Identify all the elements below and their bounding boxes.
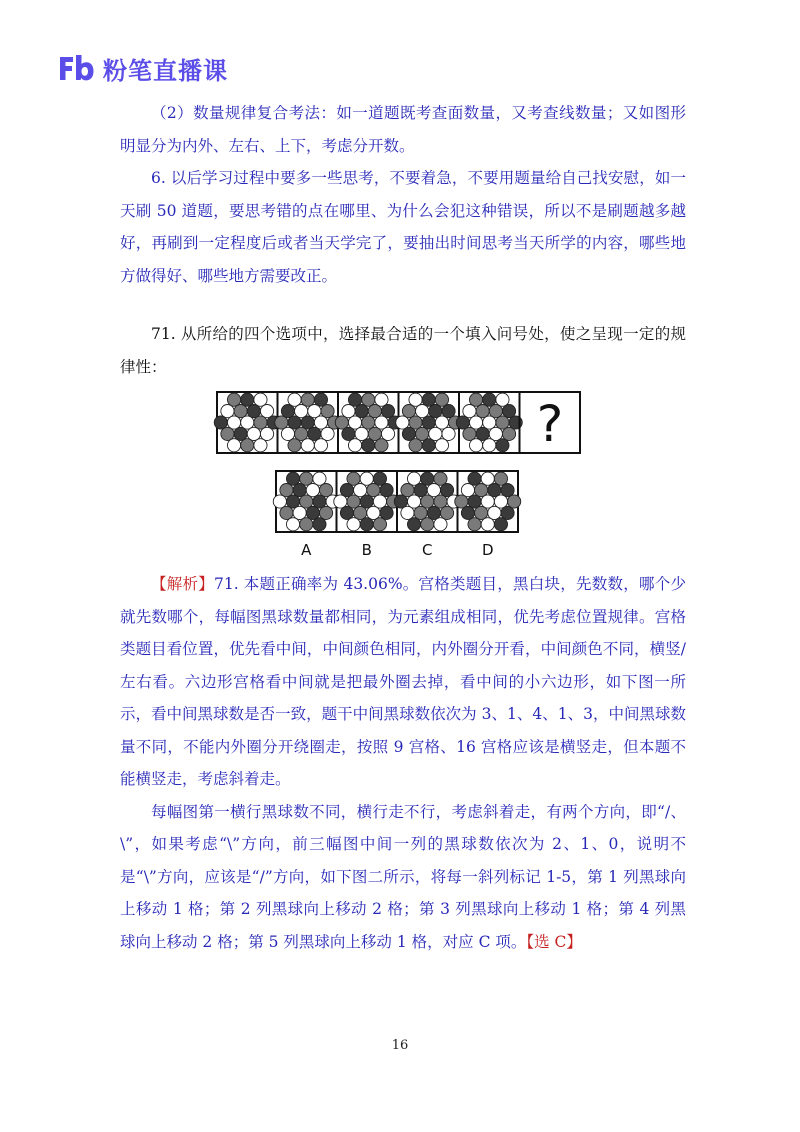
grid-ball: [481, 495, 494, 508]
grid-ball: [360, 495, 373, 508]
grid-ball: [314, 416, 327, 429]
grid-ball: [335, 416, 348, 429]
grid-ball: [396, 416, 409, 429]
grid-ball: [254, 393, 267, 406]
grid-ball: [367, 506, 380, 519]
grid-ball: [461, 506, 474, 519]
grid-ball: [375, 416, 388, 429]
grid-ball: [227, 416, 240, 429]
grid-ball: [281, 427, 294, 440]
grid-ball: [234, 427, 247, 440]
grid-ball: [300, 472, 313, 485]
stem-figure-4: [396, 393, 462, 452]
grid-ball: [381, 405, 394, 418]
grid-ball: [469, 393, 482, 406]
grid-ball: [407, 472, 420, 485]
grid-ball: [502, 405, 515, 418]
grid-ball: [313, 472, 326, 485]
grid-ball: [475, 484, 488, 497]
grid-ball: [227, 393, 240, 406]
grid-ball: [280, 484, 293, 497]
grid-ball: [381, 427, 394, 440]
grid-ball: [496, 393, 509, 406]
grid-ball: [301, 416, 314, 429]
grid-ball: [281, 405, 294, 418]
grid-ball: [247, 405, 260, 418]
grid-ball: [489, 427, 502, 440]
grid-ball: [319, 506, 332, 519]
grid-ball: [234, 405, 247, 418]
grid-ball: [293, 484, 306, 497]
option-figure-B: [334, 472, 400, 531]
grid-ball: [483, 439, 496, 452]
grid-ball: [308, 405, 321, 418]
grid-ball: [260, 427, 273, 440]
grid-ball: [407, 518, 420, 531]
grid-ball: [348, 393, 361, 406]
grid-ball: [421, 518, 434, 531]
grid-ball: [348, 416, 361, 429]
options-row: [273, 471, 521, 532]
grid-ball: [308, 427, 321, 440]
grid-ball: [362, 393, 375, 406]
grid-ball: [340, 484, 353, 497]
grid-ball: [508, 495, 521, 508]
grid-ball: [481, 472, 494, 485]
grid-ball: [475, 506, 488, 519]
grid-ball: [461, 484, 474, 497]
grid-ball: [494, 472, 507, 485]
grid-ball: [440, 484, 453, 497]
grid-ball: [488, 506, 501, 519]
option-labels: [301, 541, 493, 559]
option-label-A: A: [301, 541, 312, 559]
grid-ball: [355, 405, 368, 418]
grid-ball: [488, 484, 501, 497]
grid-ball: [360, 518, 373, 531]
grid-ball: [273, 495, 286, 508]
grid-ball: [401, 484, 414, 497]
grid-ball: [367, 484, 380, 497]
stem-row: [214, 392, 580, 453]
analysis-paragraph-1: [120, 568, 686, 796]
grid-ball: [468, 495, 481, 508]
grid-ball: [440, 506, 453, 519]
question-text: 71. 从所给的四个选项中，选择最合适的一个填入问号处，使之呈现一定的规律性：: [120, 325, 686, 376]
grid-ball: [286, 472, 299, 485]
brand-name: 粉笔直播课: [103, 56, 228, 85]
grid-ball: [483, 416, 496, 429]
grid-ball: [407, 495, 420, 508]
grid-ball: [280, 506, 293, 519]
grid-ball: [221, 427, 234, 440]
grid-ball: [429, 405, 442, 418]
grid-ball: [469, 416, 482, 429]
grid-ball: [422, 393, 435, 406]
grid-ball: [288, 393, 301, 406]
analysis-text-1: 71. 本题正确率为 43.06%。宫格类题目，黑白块，先数数，哪个少就先数哪个，每幅图黑球数量都相同，为元素组成相同，优先考虑位置规律。宫格类题目看位置，优先看中间，中间颜色相同，内外圈分开看，中间颜色不同，横竖/左右看。六边形宫格看中间就是把最外圈去掉，看中间的小六边形，如下图一所示，看中间黑球数是否一致，题干中间黑球数依次为 3、1、4、1、3，中间黑球数量不同，不能内外圈分开绕圈走，按照 9 宫格、16 宫格应该是横竖走，但本题不能横竖走，考虑斜着走。: [120, 575, 686, 788]
grid-ball: [435, 416, 448, 429]
analysis-paragraph-2: [120, 796, 686, 959]
grid-ball: [313, 518, 326, 531]
grid-ball: [435, 439, 448, 452]
grid-ball: [314, 439, 327, 452]
grid-ball: [342, 405, 355, 418]
grid-ball: [340, 506, 353, 519]
grid-ball: [455, 495, 468, 508]
grid-ball: [401, 506, 414, 519]
grid-ball: [402, 405, 415, 418]
grid-ball: [313, 495, 326, 508]
grid-ball: [347, 518, 360, 531]
question-mark: ?: [536, 395, 564, 453]
grid-ball: [416, 405, 429, 418]
grid-ball: [494, 495, 507, 508]
grid-ball: [375, 393, 388, 406]
grid-ball: [214, 416, 227, 429]
grid-ball: [468, 518, 481, 531]
grid-ball: [416, 427, 429, 440]
grid-ball: [241, 393, 254, 406]
page-number: 16: [391, 1038, 409, 1053]
grid-ball: [247, 427, 260, 440]
grid-ball: [414, 506, 427, 519]
grid-ball: [288, 439, 301, 452]
grid-ball: [481, 518, 494, 531]
analysis-label: 【解析】: [151, 575, 214, 593]
grid-ball: [434, 495, 447, 508]
grid-ball: [429, 427, 442, 440]
grid-ball: [501, 506, 514, 519]
grid-ball: [422, 416, 435, 429]
grid-ball: [347, 472, 360, 485]
grid-ball: [494, 518, 507, 531]
grid-ball: [483, 393, 496, 406]
option-label-B: B: [361, 541, 372, 559]
option-figure-D: [455, 472, 521, 531]
grid-ball: [463, 427, 476, 440]
grid-ball: [254, 416, 267, 429]
grid-ball: [422, 439, 435, 452]
grid-ball: [442, 427, 455, 440]
grid-ball: [295, 427, 308, 440]
grid-ball: [394, 495, 407, 508]
stem-figure-3: [335, 393, 401, 452]
grid-ball: [476, 405, 489, 418]
grid-ball: [434, 518, 447, 531]
grid-ball: [496, 416, 509, 429]
grid-ball: [501, 484, 514, 497]
grid-ball: [306, 484, 319, 497]
grid-ball: [301, 393, 314, 406]
grid-ball: [427, 506, 440, 519]
grid-ball: [254, 439, 267, 452]
grid-ball: [300, 518, 313, 531]
grid-ball: [368, 405, 381, 418]
grid-ball: [380, 484, 393, 497]
grid-ball: [342, 427, 355, 440]
grid-ball: [241, 416, 254, 429]
note-paragraph-2: 6. 以后学习过程中要多一些思考，不要着急，不要用题量给自己找安慰，如一天刷 50 道题，要思考错的点在哪里、为什么会犯这种错误，所以不是刷题越多越好，再刷到一定程度后或者当天学完了，要抽出时间思考当天所学的内容，哪些地方做得好、哪些地方需要改正。: [120, 169, 686, 285]
grid-ball: [409, 416, 422, 429]
stem-figure-2: [275, 393, 341, 452]
option-figure-C: [394, 472, 460, 531]
grid-ball: [321, 405, 334, 418]
grid-ball: [373, 495, 386, 508]
grid-ball: [434, 472, 447, 485]
grid-ball: [421, 472, 434, 485]
grid-ball: [301, 439, 314, 452]
grid-ball: [409, 439, 422, 452]
grid-ball: [286, 495, 299, 508]
grid-ball: [260, 405, 273, 418]
grid-ball: [463, 405, 476, 418]
grid-ball: [362, 439, 375, 452]
grid-ball: [427, 484, 440, 497]
grid-ball: [288, 416, 301, 429]
grid-ball: [354, 506, 367, 519]
grid-ball: [409, 393, 422, 406]
grid-ball: [362, 416, 375, 429]
grid-ball: [334, 495, 347, 508]
grid-ball: [306, 506, 319, 519]
option-label-C: C: [422, 541, 433, 559]
grid-ball: [380, 506, 393, 519]
grid-ball: [468, 472, 481, 485]
grid-ball: [373, 472, 386, 485]
stem-figure-5: [456, 393, 522, 452]
grid-ball: [456, 416, 469, 429]
analysis: [120, 568, 686, 958]
option-figure-A: [273, 472, 339, 531]
grid-ball: [295, 405, 308, 418]
grid-ball: [319, 484, 332, 497]
grid-ball: [355, 427, 368, 440]
grid-ball: [314, 393, 327, 406]
grid-ball: [402, 427, 415, 440]
grid-ball: [368, 427, 381, 440]
grid-ball: [360, 472, 373, 485]
grid-ball: [442, 405, 455, 418]
option-label-D: D: [481, 541, 494, 559]
grid-ball: [354, 484, 367, 497]
grid-ball: [476, 427, 489, 440]
grid-ball: [375, 439, 388, 452]
grid-ball: [227, 439, 240, 452]
grid-ball: [293, 506, 306, 519]
note-paragraph-1: （2）数量规律复合考法：如一道题既考查面数量，又考查线数量；又如图形明显分为内外、左右、上下，考虑分开数。: [120, 104, 686, 155]
grid-ball: [221, 405, 234, 418]
grid-ball: [489, 405, 502, 418]
grid-ball: [321, 427, 334, 440]
grid-ball: [373, 518, 386, 531]
grid-ball: [435, 393, 448, 406]
answer-label: 【选 C】: [526, 932, 582, 951]
grid-ball: [286, 518, 299, 531]
stem-figure-1: [214, 393, 280, 452]
analysis-text-2: 每幅图第一横行黑球数不同，横行走不行，考虑斜着走，有两个方向，即“/、\”，如果考虑“\”方向，前三幅图中间一列的黑球数依次为 2、1、0，说明不是“\”方向，应该是“/”方向，如下图二所示，将每一斜列标记 1-5，第 1 列黑球向上移动 1 格；第 2 列黑球向上移动 2 格；第 3 列黑球向上移动 1 格；第 4 列黑球向上移动 2 格；第 5 列黑球向上移动 1 格，对应 C 项。: [120, 802, 686, 951]
grid-ball: [502, 427, 515, 440]
grid-ball: [241, 439, 254, 452]
grid-ball: [421, 495, 434, 508]
grid-ball: [275, 416, 288, 429]
grid-ball: [347, 495, 360, 508]
grid-ball: [300, 495, 313, 508]
grid-ball: [348, 439, 361, 452]
grid-ball: [414, 484, 427, 497]
grid-ball: [496, 439, 509, 452]
grid-ball: [469, 439, 482, 452]
